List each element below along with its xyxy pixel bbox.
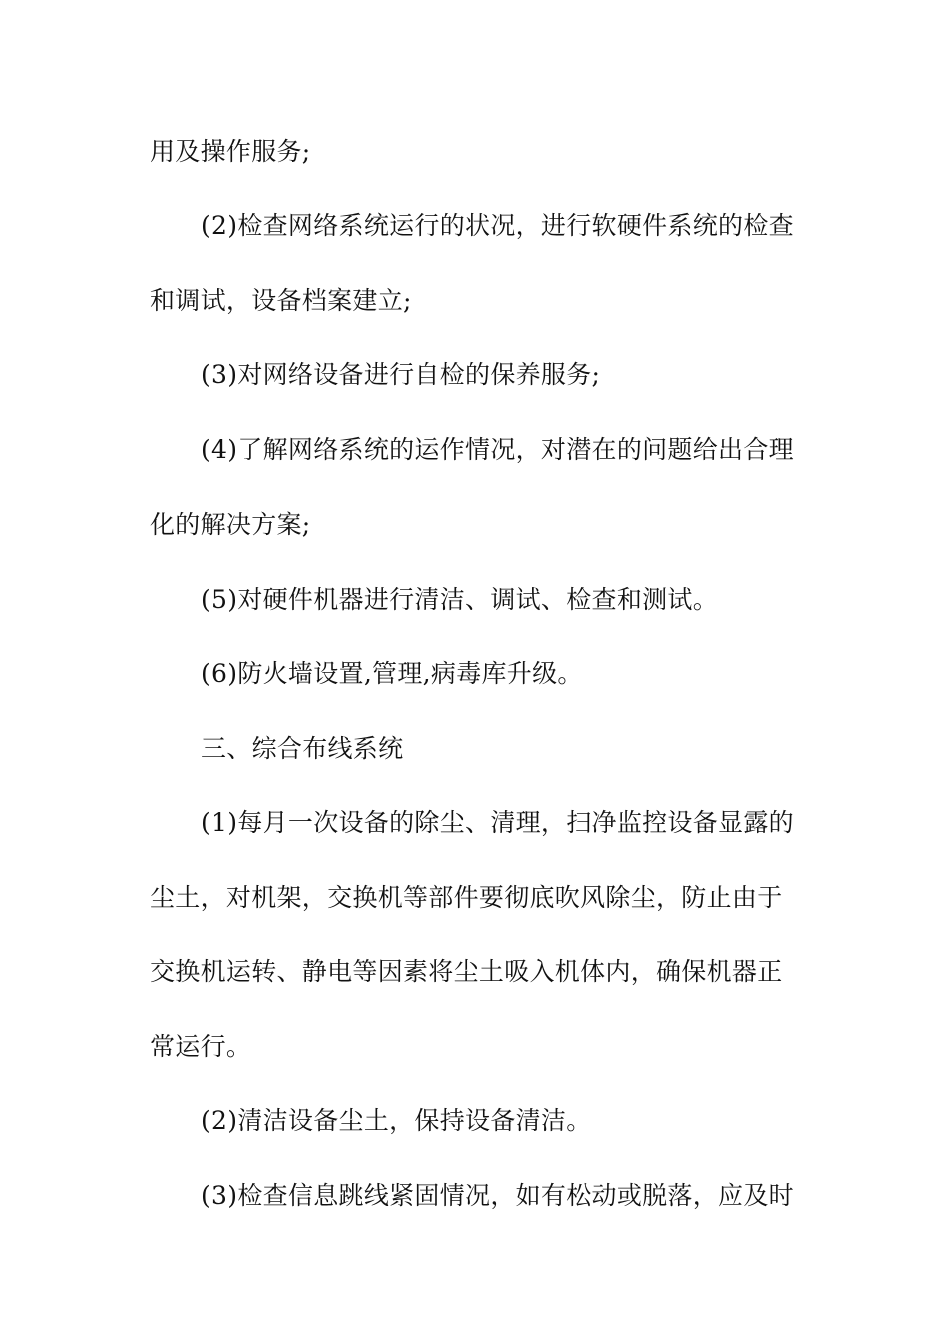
text-line-5: (4)了解网络系统的运作情况，对潜在的问题给出合理 — [201, 435, 794, 464]
section-heading: 三、综合布线系统 — [201, 734, 404, 763]
text-line-14: (2)清洁设备尘土，保持设备清洁。 — [201, 1106, 592, 1135]
text-line-7: (5)对硬件机器进行清洁、调试、检查和测试。 — [201, 585, 719, 614]
text-line-4: (3)对网络设备进行自检的保养服务; — [201, 360, 601, 389]
text-line-11: 尘土，对机架，交换机等部件要彻底吹风除尘，防止由于 — [150, 883, 783, 912]
text-line-8: (6)防火墙设置,管理,病毒库升级。 — [201, 659, 583, 688]
text-line-6: 化的解决方案; — [150, 510, 311, 539]
text-line-12: 交换机运转、静电等因素将尘土吸入机体内，确保机器正 — [150, 957, 783, 986]
text-line-3: 和调试，设备档案建立; — [150, 286, 412, 315]
text-line-10: (1)每月一次设备的除尘、清理，扫净监控设备显露的 — [201, 808, 794, 837]
text-line-13: 常运行。 — [150, 1032, 252, 1061]
text-line-15: (3)检查信息跳线紧固情况，如有松动或脱落，应及时 — [201, 1181, 794, 1210]
text-line-1: 用及操作服务; — [150, 137, 311, 166]
text-line-2: (2)检查网络系统运行的状况，进行软硬件系统的检查 — [201, 211, 794, 240]
